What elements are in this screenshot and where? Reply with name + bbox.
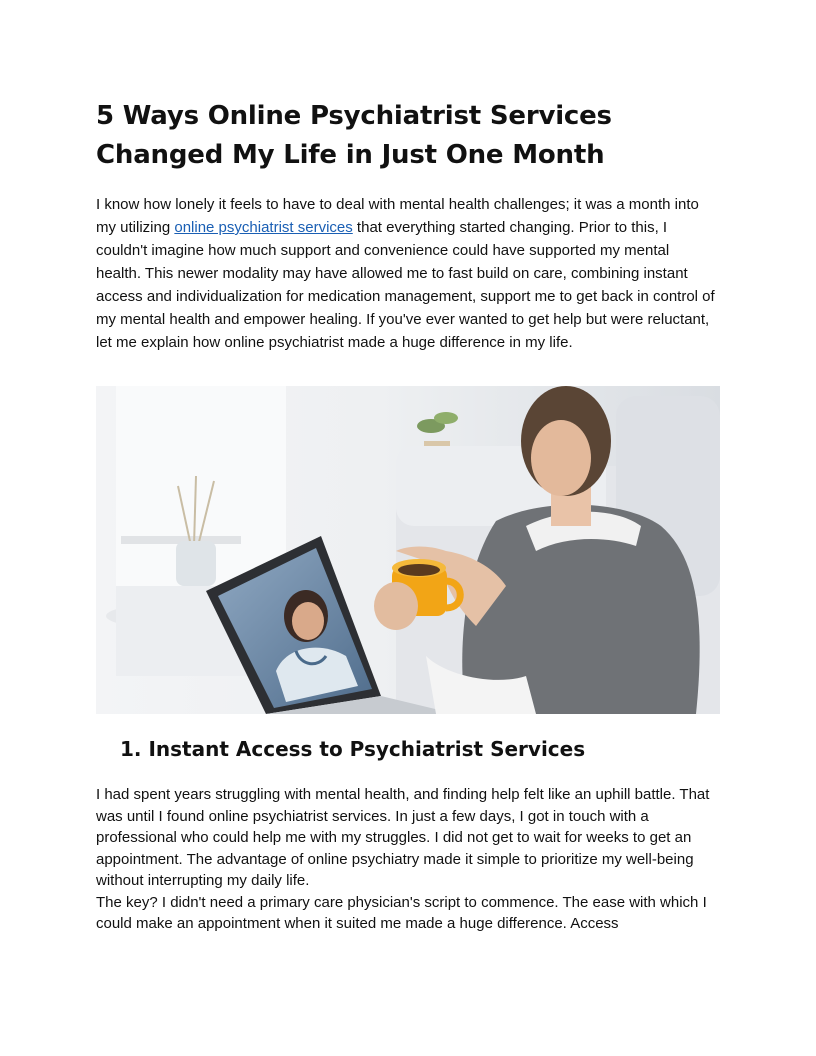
article-photo [96,386,720,714]
section-instant-access-body [96,784,720,935]
online-psychiatrist-services-link[interactable]: online psychiatrist services [174,219,353,236]
section-paragraph: The key? I didn't need a primary care physician's script to commence. The ease with which I could make an appointment when it suited me made a huge difference. Access [96,893,707,932]
section-heading-instant-access: 1. Instant Access to Psychiatrist Services [120,737,586,761]
intro-text-before: I know how lonely it feels to have to deal with mental health challenges; it was a month into my utilizing [96,196,699,236]
section-paragraph: I had spent years struggling with mental health, and finding help felt like an uphill battle. That was until I found online psychiatrist services. In just a few days, I got in touch with a professional who could help me with my struggles. I did not get to wait for weeks to get an appointment. The advantage of online psychiatry made it simple to prioritize my well-being without interrupting my daily life. [96,786,710,889]
article-title: 5 Ways Online Psychiatrist Services Changed My Life in Just One Month [96,101,612,170]
intro-paragraph [96,193,718,354]
intro-text-after: that everything started changing. Prior to this, I couldn't imagine how much support and convenience could have supported my mental health. This newer modality may have allowed me to fast build on care, combining instant access and individualization for medication management, support me to get back in control of my mental health and empower healing. If you've ever wanted to get help but were reluctant, let me explain how online psychiatrist made a huge difference in my life. [96,219,715,351]
telehealth-illustration [96,386,720,714]
